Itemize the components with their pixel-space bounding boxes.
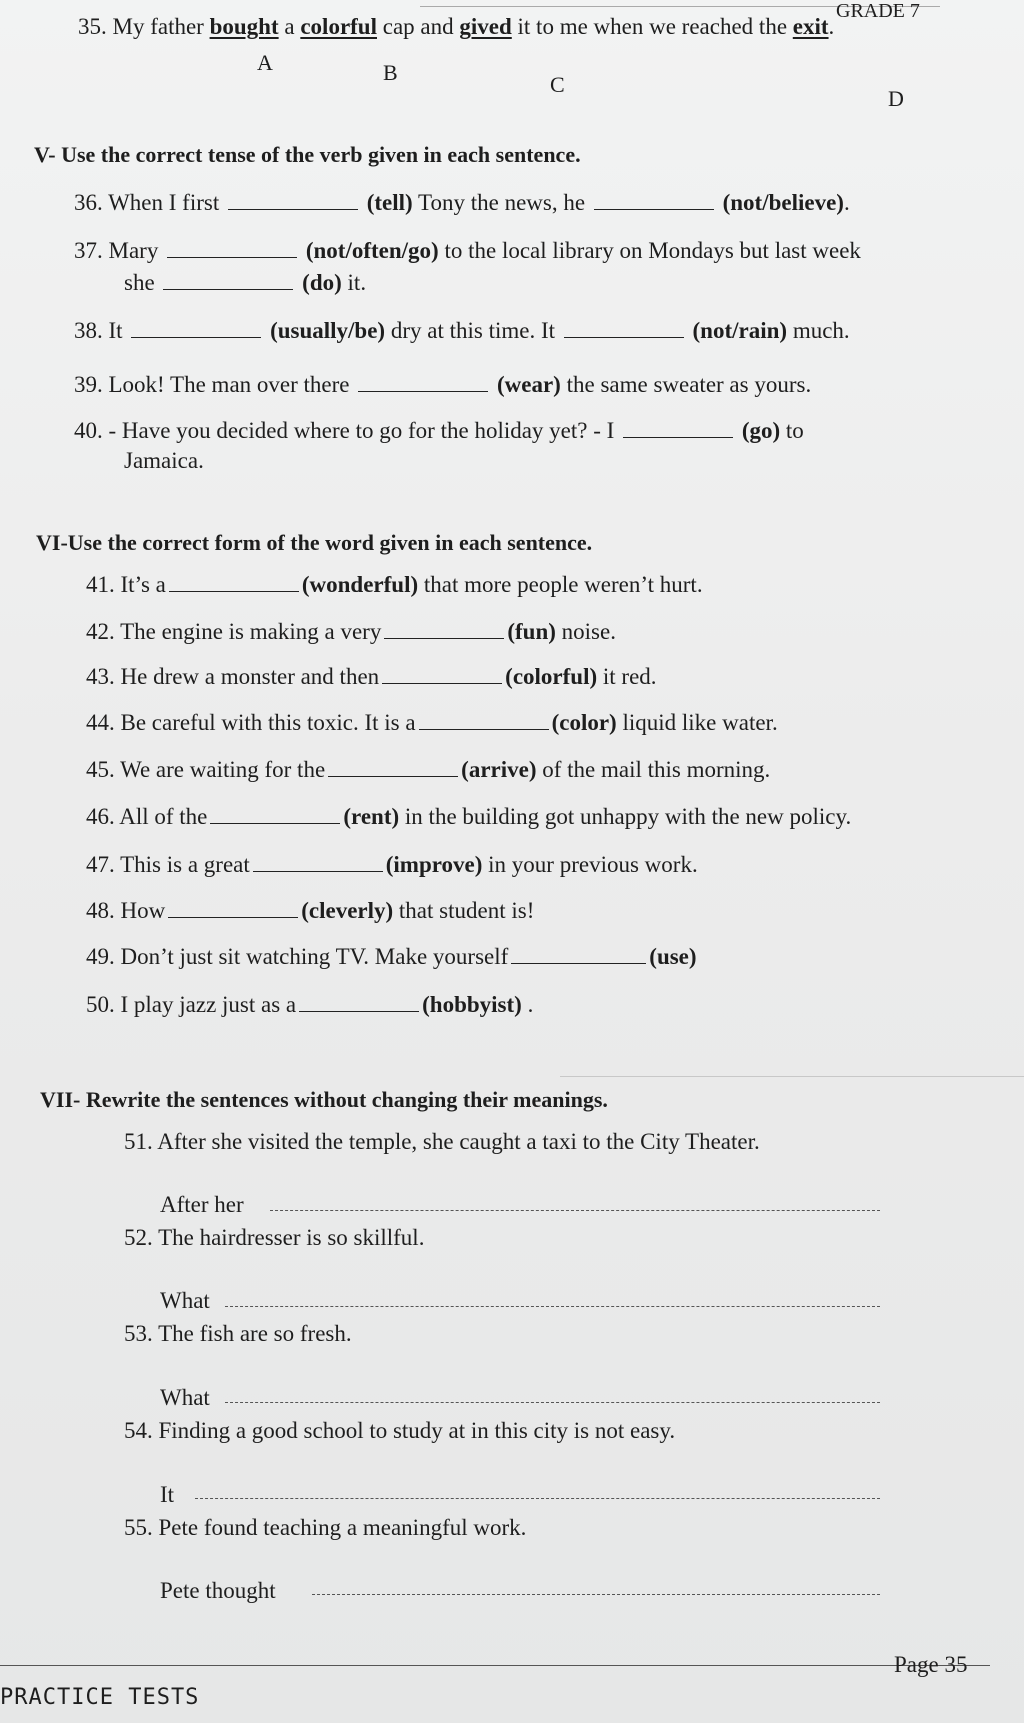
answer-blank[interactable]: [594, 207, 714, 210]
question-number: 46.: [86, 804, 115, 829]
question-text: It’s a: [120, 572, 166, 597]
answer-line[interactable]: [270, 1210, 880, 1211]
rewrite-question: 51. After she visited the temple, she caught a taxi to the City Theater.: [124, 1129, 760, 1154]
word-form-question: [86, 619, 616, 645]
answer-blank[interactable]: [358, 389, 488, 392]
rewrite-question: 52. The hairdresser is so skillful.: [124, 1225, 425, 1250]
question-text: .: [527, 992, 534, 1017]
question-38: 38. It (usually/be) dry at this time. It (not/rain) much.: [74, 318, 850, 343]
rewrite-start: What: [160, 1288, 210, 1313]
answer-blank[interactable]: [168, 915, 298, 918]
given-word: (arrive): [461, 757, 537, 782]
given-word: (cleverly): [301, 898, 394, 923]
q35-option-d: exit: [792, 14, 829, 39]
book-title: PRACTICE TESTS: [0, 1685, 200, 1710]
given-word: (fun): [507, 619, 556, 644]
answer-line[interactable]: [312, 1594, 880, 1595]
section-v-title: V- Use the correct tense of the verb given in each sentence.: [34, 142, 581, 167]
divider: [560, 1076, 1024, 1077]
word-form-question: [86, 572, 703, 598]
page-number: Page 35: [894, 1652, 968, 1677]
given-word: (improve): [385, 852, 483, 877]
question-text: All of the: [119, 804, 208, 829]
word-form-question: [86, 852, 698, 878]
question-37: 37. Mary (not/often/go) to the local library on Mondays but last week: [74, 238, 861, 263]
question-number: 50.: [86, 992, 115, 1017]
answer-blank[interactable]: [419, 727, 549, 730]
question-number: 43.: [86, 664, 115, 689]
question-text: How: [120, 898, 166, 923]
rewrite-question: 55. Pete found teaching a meaningful work.: [124, 1515, 527, 1540]
question-39: 39. Look! The man over there (wear) the same sweater as yours.: [74, 372, 812, 397]
answer-line[interactable]: [225, 1402, 880, 1403]
answer-blank[interactable]: [167, 255, 297, 258]
word-form-question: [86, 664, 657, 690]
grade-label: GRADE 7: [836, 0, 920, 22]
label-a: A: [257, 50, 273, 75]
word-form-question: [86, 992, 533, 1018]
answer-blank[interactable]: [328, 774, 458, 777]
question-text: that more people weren’t hurt.: [423, 572, 703, 597]
answer-blank[interactable]: [511, 961, 646, 964]
rewrite-start: What: [160, 1385, 210, 1410]
question-number: 47.: [86, 852, 115, 877]
question-number: 48.: [86, 898, 115, 923]
question-35: 35. My father bought a colorful cap and gived it to me when we reached the exit.: [78, 14, 835, 39]
question-40: 40. - Have you decided where to go for the holiday yet? - I (go) to: [74, 418, 804, 443]
q35-number: 35.: [78, 14, 107, 39]
answer-blank[interactable]: [228, 207, 358, 210]
answer-blank[interactable]: [163, 287, 293, 290]
word-form-question: [86, 898, 534, 924]
question-number: 49.: [86, 944, 115, 969]
question-text: The engine is making a very: [120, 619, 382, 644]
answer-blank[interactable]: [169, 589, 299, 592]
answer-line[interactable]: [195, 1498, 880, 1499]
q35-option-a: bought: [209, 14, 279, 39]
question-number: 42.: [86, 619, 115, 644]
answer-blank[interactable]: [564, 335, 684, 338]
given-word: (hobbyist): [422, 992, 522, 1017]
label-b: B: [383, 60, 398, 85]
question-text: Be careful with this toxic. It is a: [120, 710, 416, 735]
q35-option-c: gived: [459, 14, 512, 39]
answer-line[interactable]: [225, 1306, 880, 1307]
word-form-question: [86, 804, 851, 830]
question-text: that student is!: [398, 898, 535, 923]
rewrite-question: 53. The fish are so fresh.: [124, 1321, 352, 1346]
given-word: (wonderful): [301, 572, 419, 597]
given-word: (color): [551, 710, 617, 735]
question-number: 45.: [86, 757, 115, 782]
word-form-question: [86, 710, 778, 736]
answer-blank[interactable]: [623, 435, 733, 438]
rewrite-start: It: [160, 1482, 175, 1507]
question-text: noise.: [561, 619, 616, 644]
question-text: of the mail this morning.: [542, 757, 771, 782]
answer-blank[interactable]: [384, 636, 504, 639]
question-40-line2: Jamaica.: [124, 448, 204, 473]
word-form-question: [86, 944, 697, 970]
question-number: 41.: [86, 572, 115, 597]
question-36: 36. When I first (tell) Tony the news, he (not/believe).: [74, 190, 850, 215]
given-word: (use): [649, 944, 697, 969]
answer-blank[interactable]: [210, 821, 340, 824]
question-text: in the building got unhappy with the new policy.: [404, 804, 852, 829]
question-text: liquid like water.: [622, 710, 778, 735]
section-vii-title: VII- Rewrite the sentences without changing their meanings.: [40, 1087, 608, 1112]
footer-rule: [0, 1665, 990, 1666]
word-form-question: [86, 757, 770, 783]
question-37-line2: she (do) it.: [124, 270, 367, 295]
given-word: (rent): [343, 804, 400, 829]
question-text: it red.: [602, 664, 657, 689]
answer-blank[interactable]: [299, 1009, 419, 1012]
question-text: Don’t just sit watching TV. Make yourself: [120, 944, 509, 969]
section-vi-title: VI-Use the correct form of the word given in each sentence.: [36, 530, 593, 555]
answer-blank[interactable]: [253, 869, 383, 872]
rewrite-question: 54. Finding a good school to study at in this city is not easy.: [124, 1418, 676, 1443]
rewrite-start: After her: [160, 1192, 244, 1217]
question-text: He drew a monster and then: [120, 664, 380, 689]
question-text: We are waiting for the: [120, 757, 326, 782]
q35-option-b: colorful: [300, 14, 377, 39]
answer-blank[interactable]: [382, 681, 502, 684]
label-c: C: [550, 72, 565, 97]
question-text: I play jazz just as a: [120, 992, 297, 1017]
question-text: in your previous work.: [488, 852, 698, 877]
label-d: D: [888, 86, 904, 111]
rewrite-start: Pete thought: [160, 1578, 276, 1603]
question-number: 44.: [86, 710, 115, 735]
question-text: This is a great: [120, 852, 250, 877]
answer-blank[interactable]: [131, 335, 261, 338]
given-word: (colorful): [505, 664, 598, 689]
